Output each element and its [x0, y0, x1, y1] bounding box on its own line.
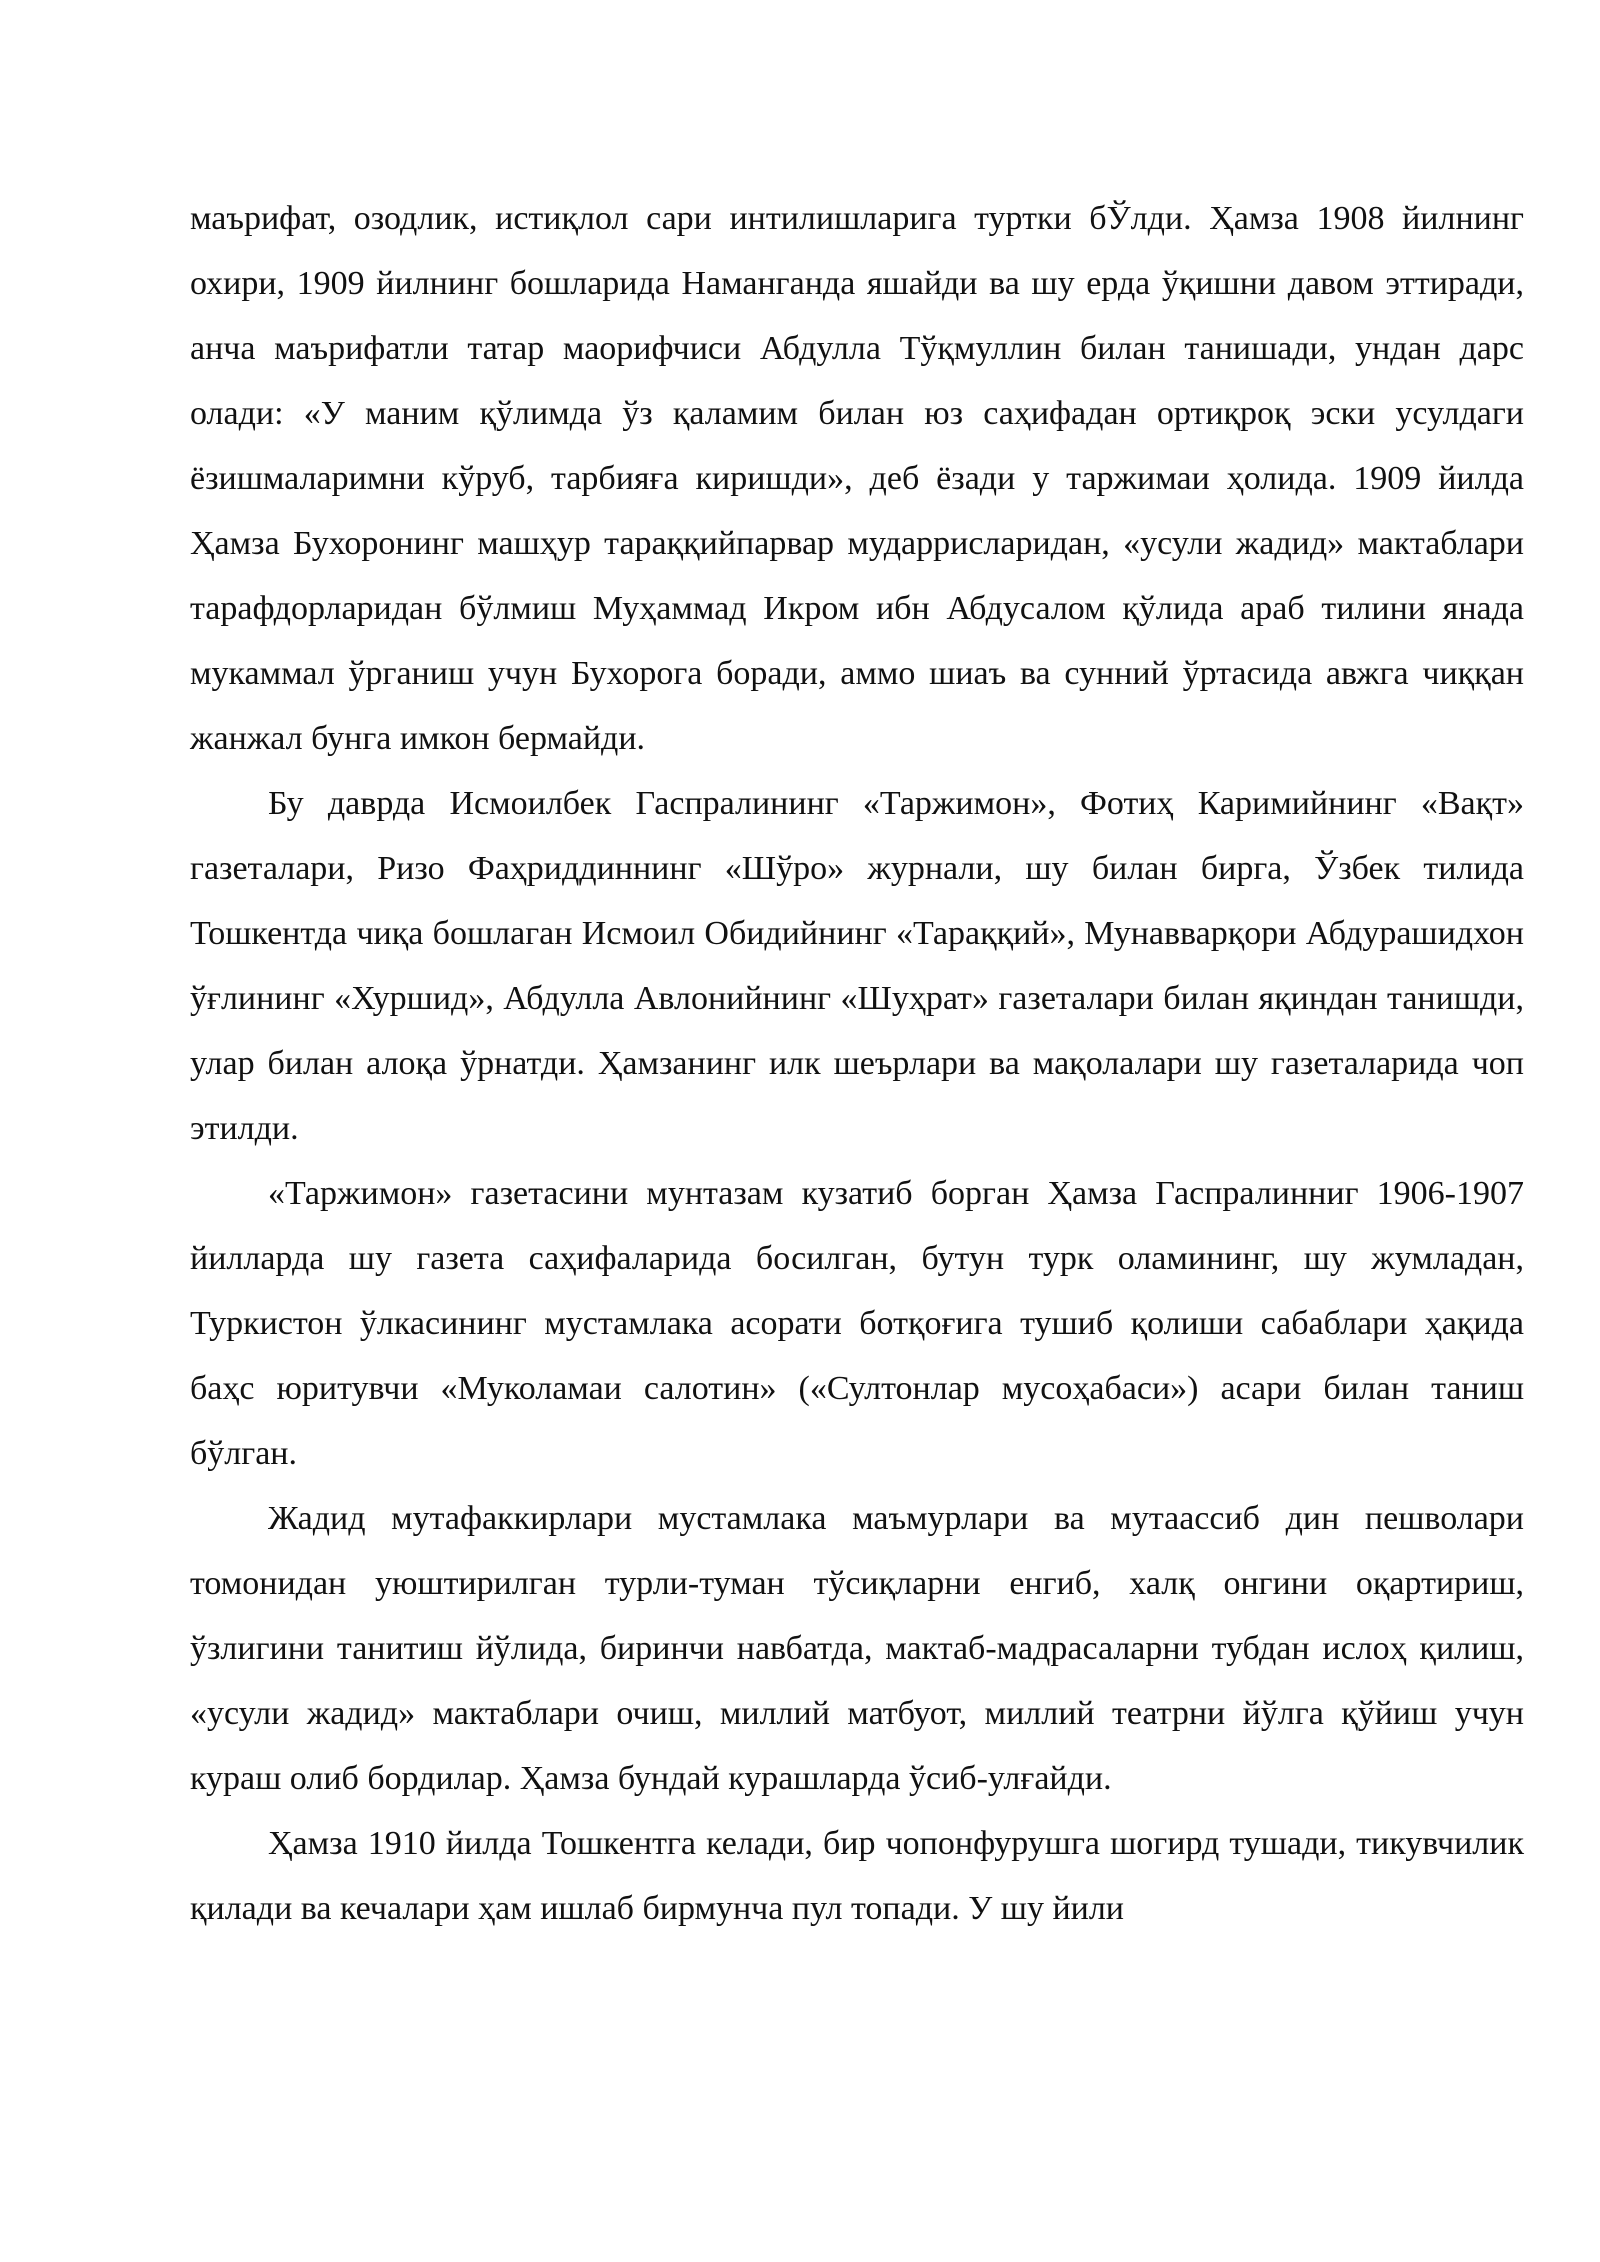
- paragraph-1: маърифат, озодлик, истиқлол сари интилишларига туртки бЎлди. Ҳамза 1908 йилнинг охири, 1909 йилнинг бошларида Наманганда яшайди ва шу ерда ўқишни давом эттиради, анча маърифатли татар маорифчиси Абдулла Тўқмуллин билан танишади, ундан дарс олади: «У маним қўлимда ўз қаламим билан юз саҳифадан ортиқроқ эски усулдаги ёзишмаларимни кўруб, тарбияға киришди», деб ёзади у таржимаи ҳолида. 1909 йилда Ҳамза Бухоронинг машҳур тараққийпарвар мударрисларидан, «усули жадид» мактаблари тарафдорларидан бўлмиш Муҳаммад Икром ибн Абдусалом қўлида араб тилини янада мукаммал ўрганиш учун Бухорога боради, аммо шиаъ ва сунний ўртасида авжга чиққан жанжал бунга имкон бермайди.: [190, 200, 1524, 757]
- paragraph-3: «Таржимон» газетасини мунтазам кузатиб борган Ҳамза Гаспралинниг 1906-1907 йилларда шу газета саҳифаларида босилган, бутун турк оламининг, шу жумладан, Туркистон ўлкасининг мустамлака асорати ботқоғига тушиб қолиши сабаблари ҳақида баҳс юритувчи «Муколамаи салотин» («Султонлар мусоҳабаси») асари билан таниш бўлган.: [190, 1175, 1524, 1472]
- paragraph-2: Бу даврда Исмоилбек Гаспралининг «Таржимон», Фотиҳ Каримийнинг «Вақт» газеталари, Ризо Фаҳриддиннинг «Шўро» журнали, шу билан бирга, Ўзбек тилида Тошкентда чиқа бошлаган Исмоил Обидийнинг «Тараққий», Мунавварқори Абдурашидхон ўғлининг «Хуршид», Абдулла Авлонийнинг «Шуҳрат» газеталари билан яқиндан танишди, улар билан алоқа ўрнатди. Ҳамзанинг илк шеърлари ва мақолалари шу газеталарида чоп этилди.: [190, 785, 1524, 1147]
- paragraph-5: Ҳамза 1910 йилда Тошкентга келади, бир чопонфурушга шогирд тушади, тикувчилик қилади ва кечалари ҳам ишлаб бирмунча пул топади. У шу йили: [190, 1825, 1524, 1927]
- document-page: [190, 186, 1524, 1941]
- paragraph-4: Жадид мутафаккирлари мустамлака маъмурлари ва мутаассиб дин пешволари томонидан уюштирилган турли-туман тўсиқларни енгиб, халқ онгини оқартириш, ўзлигини танитиш йўлида, биринчи навбатда, мактаб-мадрасаларни тубдан ислоҳ қилиш, «усули жадид» мактаблари очиш, миллий матбуот, миллий театрни йўлга қўйиш учун кураш олиб бордилар. Ҳамза бундай курашларда ўсиб-улғайди.: [190, 1500, 1524, 1797]
